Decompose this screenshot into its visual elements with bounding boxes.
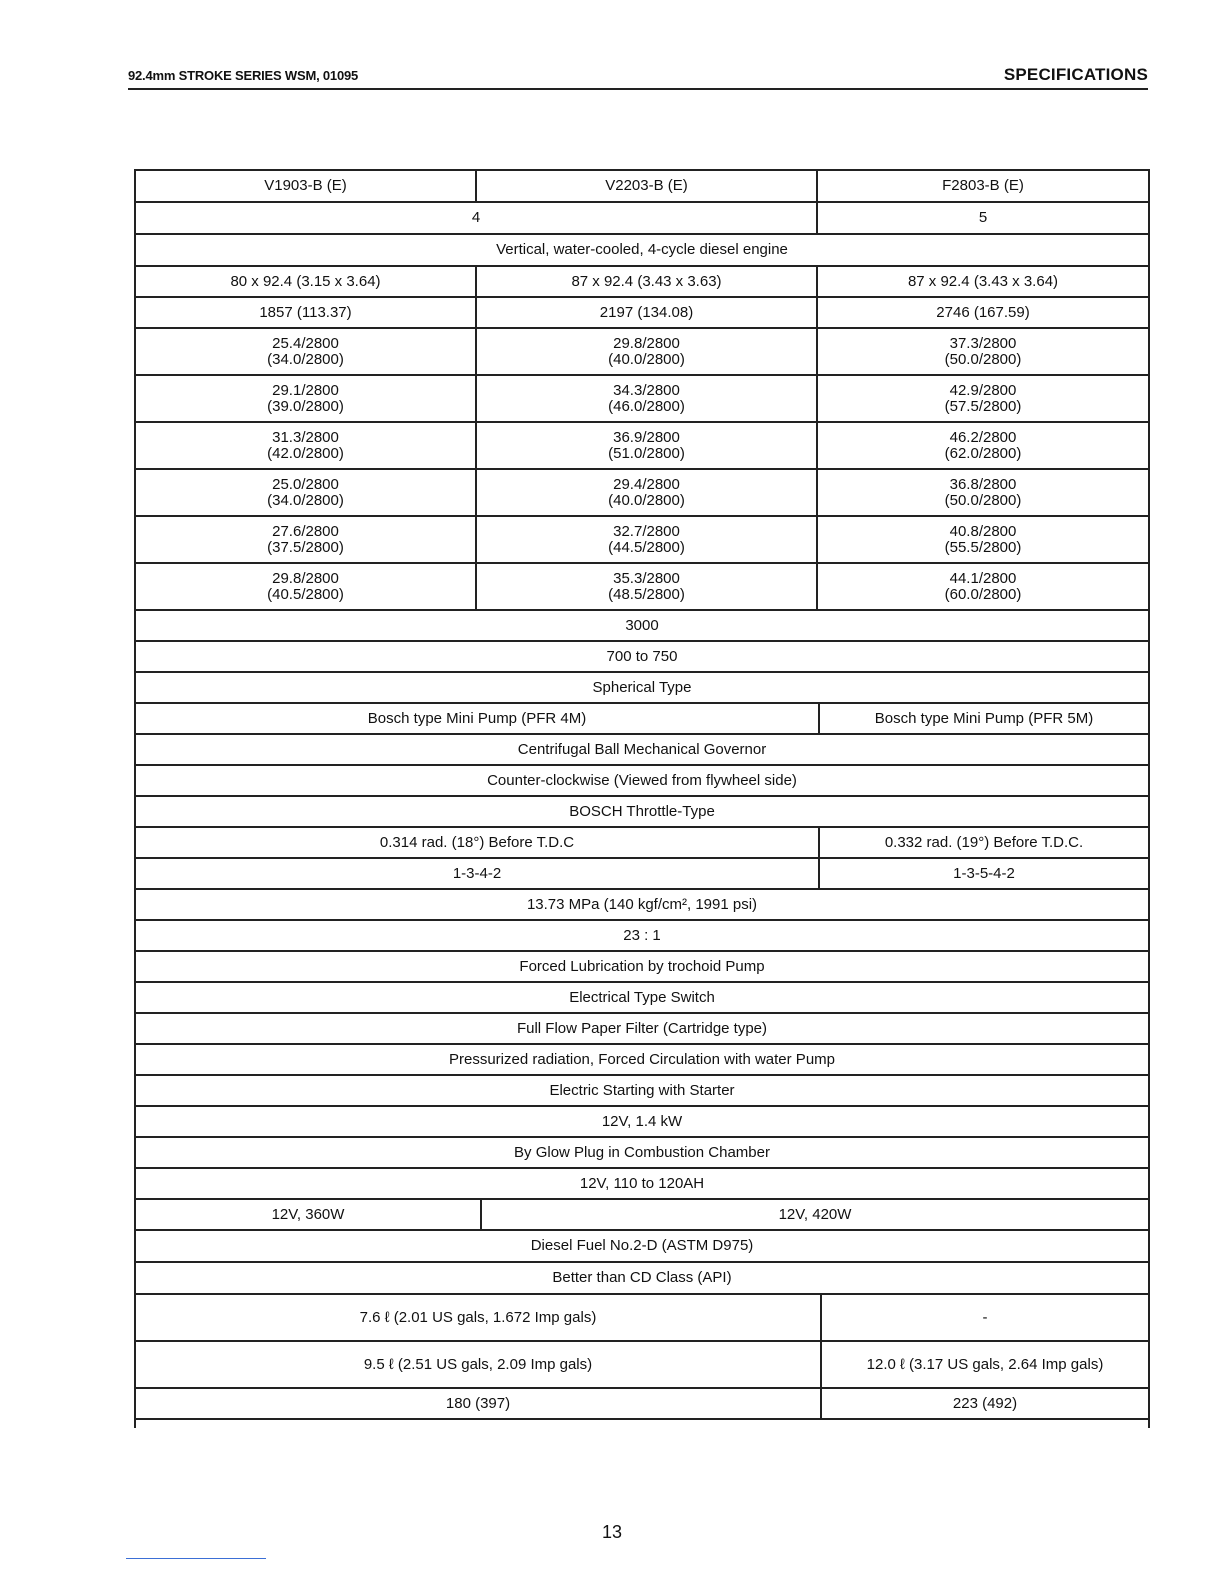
table-row xyxy=(136,171,1148,203)
table-row xyxy=(136,203,1148,235)
table-cell: 1-3-4-2 xyxy=(136,859,820,888)
table-cell: Better than CD Class (API) xyxy=(552,1269,732,1286)
table-row xyxy=(136,298,1148,329)
table-cell: BOSCH Throttle-Type xyxy=(569,802,715,820)
table-cell: 1857 (113.37) xyxy=(136,298,477,327)
table-cell: 29.4/2800 (40.0/2800) xyxy=(477,470,818,515)
table-cell: 180 (397) xyxy=(136,1389,822,1418)
table-row xyxy=(136,564,1148,611)
table-cell: 34.3/2800 (46.0/2800) xyxy=(477,376,818,421)
table-cell: 27.6/2800 (37.5/2800) xyxy=(136,517,477,562)
table-cell: 0.332 rad. (19°) Before T.D.C. xyxy=(884,833,1084,851)
table-cell: 44.1/2800 (60.0/2800) xyxy=(944,569,1022,603)
table-cell: 700 to 750 xyxy=(606,647,678,665)
table-cell: 35.3/2800 (48.5/2800) xyxy=(477,564,818,609)
table-row xyxy=(136,1014,1148,1045)
table-cell: 87 x 92.4 (3.43 x 3.64) xyxy=(907,272,1059,290)
table-row xyxy=(136,611,1148,642)
table-cell: 223 (492) xyxy=(952,1394,1018,1412)
table-cell: Pressurized radiation, Forced Circulation with water Pump xyxy=(449,1050,835,1068)
page-number: 13 xyxy=(601,1522,623,1542)
table-cell: Diesel Fuel No.2-D (ASTM D975) xyxy=(530,1237,754,1254)
model-v1903: V1903-B (E) xyxy=(136,171,477,201)
table-row xyxy=(136,470,1148,517)
table-cell: 9.5 ℓ (2.51 US gals, 2.09 Imp gals) xyxy=(136,1342,822,1387)
table-cell: 32.7/2800 (44.5/2800) xyxy=(477,517,818,562)
table-cell: Electrical Type Switch xyxy=(569,988,715,1006)
table-cell: 25.0/2800 (34.0/2800) xyxy=(136,470,477,515)
table-row xyxy=(136,1138,1148,1169)
table-row xyxy=(136,1263,1148,1295)
table-row xyxy=(136,267,1148,298)
table-row xyxy=(136,890,1148,921)
table-cell: 3000 xyxy=(625,616,659,634)
table-cell: Spherical Type xyxy=(592,678,692,696)
table-cell: 36.9/2800 (51.0/2800) xyxy=(477,423,818,468)
table-cell: 5 xyxy=(978,209,988,226)
table-cell: 40.8/2800 (55.5/2800) xyxy=(944,522,1022,556)
specifications-table xyxy=(134,169,1150,1428)
table-cell: 29.8/2800 (40.5/2800) xyxy=(136,564,477,609)
table-cell: 46.2/2800 (62.0/2800) xyxy=(944,428,1022,462)
table-cell: 13.73 MPa (140 kgf/cm², 1991 psi) xyxy=(526,895,758,913)
table-row xyxy=(136,1045,1148,1076)
table-cell: 12V, 110 to 120AH xyxy=(579,1174,705,1192)
section-title: SPECIFICATIONS xyxy=(1003,65,1148,84)
table-cell: 0.314 rad. (18°) Before T.D.C xyxy=(136,828,820,857)
table-row xyxy=(136,921,1148,952)
table-cell: - xyxy=(982,1308,988,1326)
table-cell: 42.9/2800 (57.5/2800) xyxy=(944,381,1022,415)
table-row xyxy=(136,859,1148,890)
table-cell: 23 : 1 xyxy=(623,926,661,944)
table-row xyxy=(136,235,1148,267)
footer-link-line xyxy=(126,1558,266,1559)
table-row xyxy=(136,329,1148,376)
table-cell: 36.8/2800 (50.0/2800) xyxy=(944,475,1022,509)
table-cell: Centrifugal Ball Mechanical Governor xyxy=(517,740,767,758)
table-cell: Counter-clockwise (Viewed from flywheel side) xyxy=(487,771,797,789)
table-row xyxy=(136,642,1148,673)
table-cell: 12V, 360W xyxy=(136,1200,482,1229)
table-cell: Electric Starting with Starter xyxy=(549,1081,735,1099)
table-cell: 31.3/2800 (42.0/2800) xyxy=(136,423,477,468)
table-row xyxy=(136,1295,1148,1342)
table-cell: 1-3-5-4-2 xyxy=(953,864,1015,882)
model-v2203: V2203-B (E) xyxy=(477,171,818,201)
table-row xyxy=(136,1342,1148,1389)
table-row xyxy=(136,1231,1148,1263)
table-cell: 12.0 ℓ (3.17 US gals, 2.64 Imp gals) xyxy=(866,1355,1104,1373)
table-row xyxy=(136,1200,1148,1231)
table-row xyxy=(136,517,1148,564)
table-cell: Forced Lubrication by trochoid Pump xyxy=(519,957,765,975)
table-cell: Bosch type Mini Pump (PFR 5M) xyxy=(874,709,1094,727)
table-row xyxy=(136,1076,1148,1107)
table-cell: Full Flow Paper Filter (Cartridge type) xyxy=(516,1019,768,1037)
table-cell: 29.1/2800 (39.0/2800) xyxy=(136,376,477,421)
manual-title: 92.4mm STROKE SERIES WSM, 01095 xyxy=(128,68,359,83)
table-row xyxy=(136,766,1148,797)
table-row xyxy=(136,673,1148,704)
table-cell: 25.4/2800 (34.0/2800) xyxy=(136,329,477,374)
table-row xyxy=(136,952,1148,983)
table-row xyxy=(136,983,1148,1014)
table-cell: 7.6 ℓ (2.01 US gals, 1.672 Imp gals) xyxy=(136,1295,822,1340)
table-cell: 2746 (167.59) xyxy=(936,303,1030,321)
table-cell: 4 xyxy=(136,203,818,233)
table-row xyxy=(136,828,1148,859)
table-cell: 37.3/2800 (50.0/2800) xyxy=(944,334,1022,368)
table-cell: 87 x 92.4 (3.43 x 3.63) xyxy=(477,267,818,296)
table-cell: 80 x 92.4 (3.15 x 3.64) xyxy=(136,267,477,296)
model-f2803: F2803-B (E) xyxy=(942,177,1024,194)
page-header xyxy=(128,66,1148,90)
table-row xyxy=(136,423,1148,470)
table-cell: Bosch type Mini Pump (PFR 4M) xyxy=(136,704,820,733)
table-row xyxy=(136,1169,1148,1200)
table-cell: 29.8/2800 (40.0/2800) xyxy=(477,329,818,374)
table-row xyxy=(136,704,1148,735)
table-cell: Vertical, water-cooled, 4-cycle diesel engine xyxy=(496,241,788,258)
table-cell: By Glow Plug in Combustion Chamber xyxy=(514,1143,770,1161)
table-cell: 2197 (134.08) xyxy=(477,298,818,327)
table-cell: 12V, 420W xyxy=(778,1205,852,1223)
table-cell: 12V, 1.4 kW xyxy=(601,1112,683,1130)
table-row xyxy=(136,735,1148,766)
table-row xyxy=(136,797,1148,828)
table-row xyxy=(136,1107,1148,1138)
table-row xyxy=(136,1389,1148,1420)
table-row xyxy=(136,376,1148,423)
